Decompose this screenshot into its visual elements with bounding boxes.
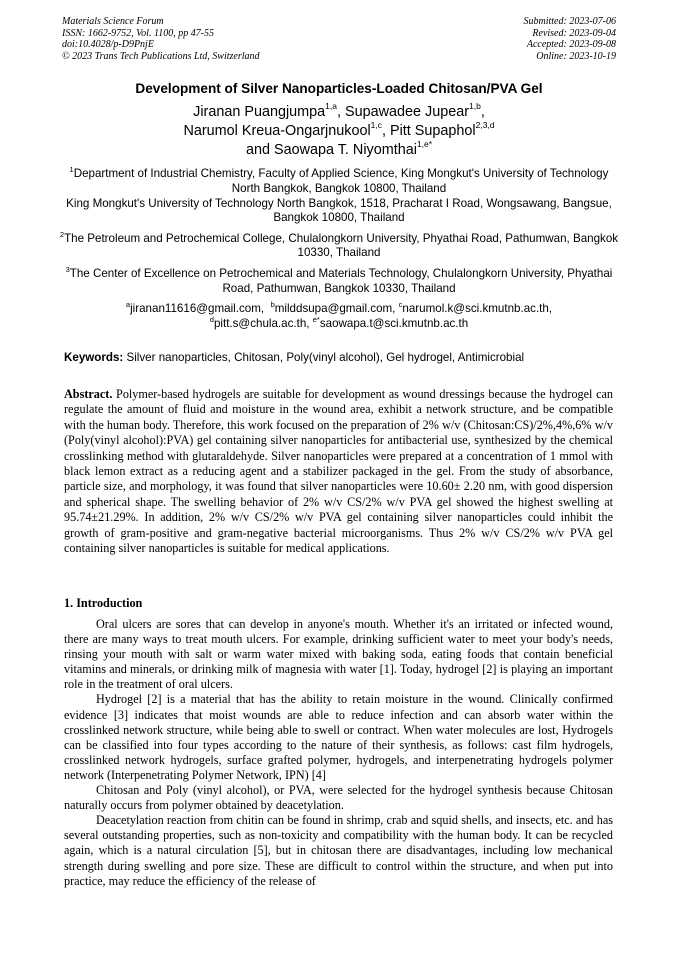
email-c[interactable]: narumol.k@sci.kmutnb.ac.th,: [402, 301, 553, 315]
author-separator: ,: [337, 104, 345, 120]
affiliation-text: King Mongkut's University of Technology North Bangkok, 1518, Pracharat I Road, Wongsawang, Bangsue, Bangkok 10800, Thailand: [66, 196, 612, 225]
revised-date: Revised: 2023-09-04: [532, 27, 616, 39]
keywords-text: Silver nanoparticles, Chitosan, Poly(vinyl alcohol), Gel hydrogel, Antimicrobial: [123, 351, 525, 364]
email-mark: a: [125, 300, 131, 310]
paragraph: Hydrogel [2] is a material that has the ability to retain moisture in the wound. Clinically confirmed evidence [3] indicates that moist wounds are able to reduce infection and can absorb water within the crosslinked network structure, while being able to swell or contract. When water molecules are lost, Hydrogels can be classified into four types according to the nature of their synthesis, as follows: cast film hydrogels, crosslinked network hydrogels, surface grafted polymer, hydrogels, and interpenetrating hydrogels polymer network (Interpenetrating Polymer Network, IPN) [4]: [64, 692, 613, 782]
affiliations: [56, 167, 622, 331]
email-mark: b: [270, 300, 275, 310]
author-emails: [56, 302, 622, 332]
paragraph: Deacetylation reaction from chitin can be found in shrimp, crab and squid shells, and insects, etc. and has several outstanding properties, such as non-toxicity and compatibility with the human body. It can be recycled again, which is a natural circulation [5], but in chitosan there are disadvantages, including low mechanical strength during swelling and pore size. These are difficult to control within the structure, and when put into practice, may reduce the efficiency of the release of: [64, 813, 613, 888]
journal-name: Materials Science Forum: [62, 16, 164, 27]
doi[interactable]: doi:10.4028/p-D9PnjE: [62, 39, 154, 50]
abstract-text: Polymer-based hydrogels are suitable for development as wound dressings because the hydrogel can regulate the amount of fluid and moisture in the wound area, exhibit a network structure, and be compatible with the human body. Therefore, this work focused on the preparation of 2% w/v (Chitosan:CS)/2%,4%,6% w/v (Poly(vinyl alcohol):PVA) gel containing silver nanoparticles for antibacterial use, synthesized by the chemical crosslinking method with glutaraldehyde. Silver nanoparticles were prepared at a concentration of 1 mmol with black lemon extract as a reducing agent and a stabilizer packaged in the gel. From the study of absorbance, particle size, and morphology, it was found that silver nanoparticles were 10.60± 2.20 nm, with good dispersion and spherical shape. The swelling behavior of 2% w/v CS/2% w/v PVA gel showed the highest swelling at 95.74±21.29%. In addition, 2% w/v CS/2% w/v PVA gel containing silver nanoparticles could inhibit the growth of gram-positive and gram-negative bacterial microorganisms. Thus 2% w/v CS/2% w/v PVA gel containing silver nanoparticles is suitable for medical applications.: [64, 387, 613, 556]
author-line-3: [40, 141, 638, 160]
author-list: [40, 103, 638, 160]
email-mark: c: [398, 300, 403, 310]
email-mark: d: [209, 314, 214, 324]
author-conjunction: and: [245, 142, 274, 158]
paper-title: Development of Silver Nanoparticles-Loaded Chitosan/PVA Gel: [135, 81, 543, 96]
author-affil-mark: 2,3,d: [475, 120, 495, 131]
email-line-1: [56, 302, 622, 317]
author-affil-mark: 1,a: [325, 101, 337, 112]
author-name: Narumol Kreua-Ongarjnukool: [183, 123, 371, 139]
author-affil-mark: 1,c: [370, 120, 382, 131]
section-heading-introduction: 1. Introduction: [64, 596, 143, 610]
abstract: [64, 387, 613, 556]
accepted-date: Accepted: 2023-09-08: [526, 39, 616, 50]
keywords: [64, 351, 616, 364]
introduction-body: [64, 617, 613, 889]
email-d[interactable]: pitt.s@chula.ac.th,: [213, 316, 310, 330]
author-line-1: [40, 103, 638, 122]
author-separator: ,: [382, 123, 390, 139]
email-e[interactable]: saowapa.t@sci.kmutnb.ac.th: [319, 316, 469, 330]
paragraph: Chitosan and Poly (vinyl alcohol), or PVA, were selected for the hydrogel synthesis because Chitosan naturally occurs from polymer obtained by deacetylation.: [64, 783, 613, 813]
author-name: Saowapa T. Niyomthai: [273, 142, 417, 158]
affiliation-3: [56, 264, 622, 297]
affiliation-mark: 1: [69, 165, 74, 175]
affiliation-mark: 3: [65, 264, 70, 274]
author-name: Jiranan Puangjumpa: [193, 104, 326, 120]
author-name: Pitt Supaphol: [390, 123, 476, 139]
email-a[interactable]: jiranan11616@gmail.com,: [130, 301, 265, 315]
author-line-2: [40, 122, 638, 141]
keywords-label: Keywords:: [64, 351, 124, 364]
email-line-2: [56, 314, 622, 332]
affiliation-text: The Center of Excellence on Petrochemical and Materials Technology, Chulalongkorn University, Phyathai Road, Pathumwan, Bangkok 10330, Thailand: [69, 266, 613, 295]
affiliation-text: The Petroleum and Petrochemical College, Chulalongkorn University, Phyathai Road, Pathumwan, Bangkok 10330, Thailand: [64, 231, 619, 260]
publication-dates: [524, 16, 617, 62]
abstract-label: Abstract.: [64, 387, 113, 401]
email-b[interactable]: milddsupa@gmail.com,: [274, 301, 396, 315]
paragraph: Oral ulcers are sores that can develop in anyone's mouth. Whether it's an irritated or infected wound, there are many ways to treat mouth ulcers. For example, drinking sufficient water to meet your body's needs, rinsing your mouth with salt or warm water mixed with baking soda, eating foods that contain beneficial vitamins and minerals, or drinking milk of magnesia with water [1]. Today, hydrogel [2] is playing an important role in the treatment of oral ulcers.: [64, 617, 613, 692]
author-separator: ,: [480, 104, 485, 120]
issn: ISSN: 1662-9752, Vol. 1100, pp 47-55: [62, 27, 215, 39]
copyright: © 2023 Trans Tech Publications Ltd, Switzerland: [62, 50, 260, 62]
online-date: Online: 2023-10-19: [536, 50, 616, 62]
author-affil-mark: 1,b: [469, 101, 481, 112]
affiliation-2: [56, 229, 622, 262]
affiliation-1: [56, 167, 622, 226]
author-name: Supawadee Jupear: [345, 104, 470, 120]
affiliation-mark: 2: [59, 229, 65, 239]
author-affil-mark: 1,e*: [416, 139, 433, 150]
journal-info: [62, 16, 260, 62]
submitted-date: Submitted: 2023-07-06: [523, 16, 616, 27]
email-mark: e*: [312, 314, 320, 324]
affiliation-text: Department of Industrial Chemistry, Faculty of Applied Science, King Mongkut's University of Technology North Bangkok, Bangkok 10800, Thailand: [73, 167, 609, 195]
